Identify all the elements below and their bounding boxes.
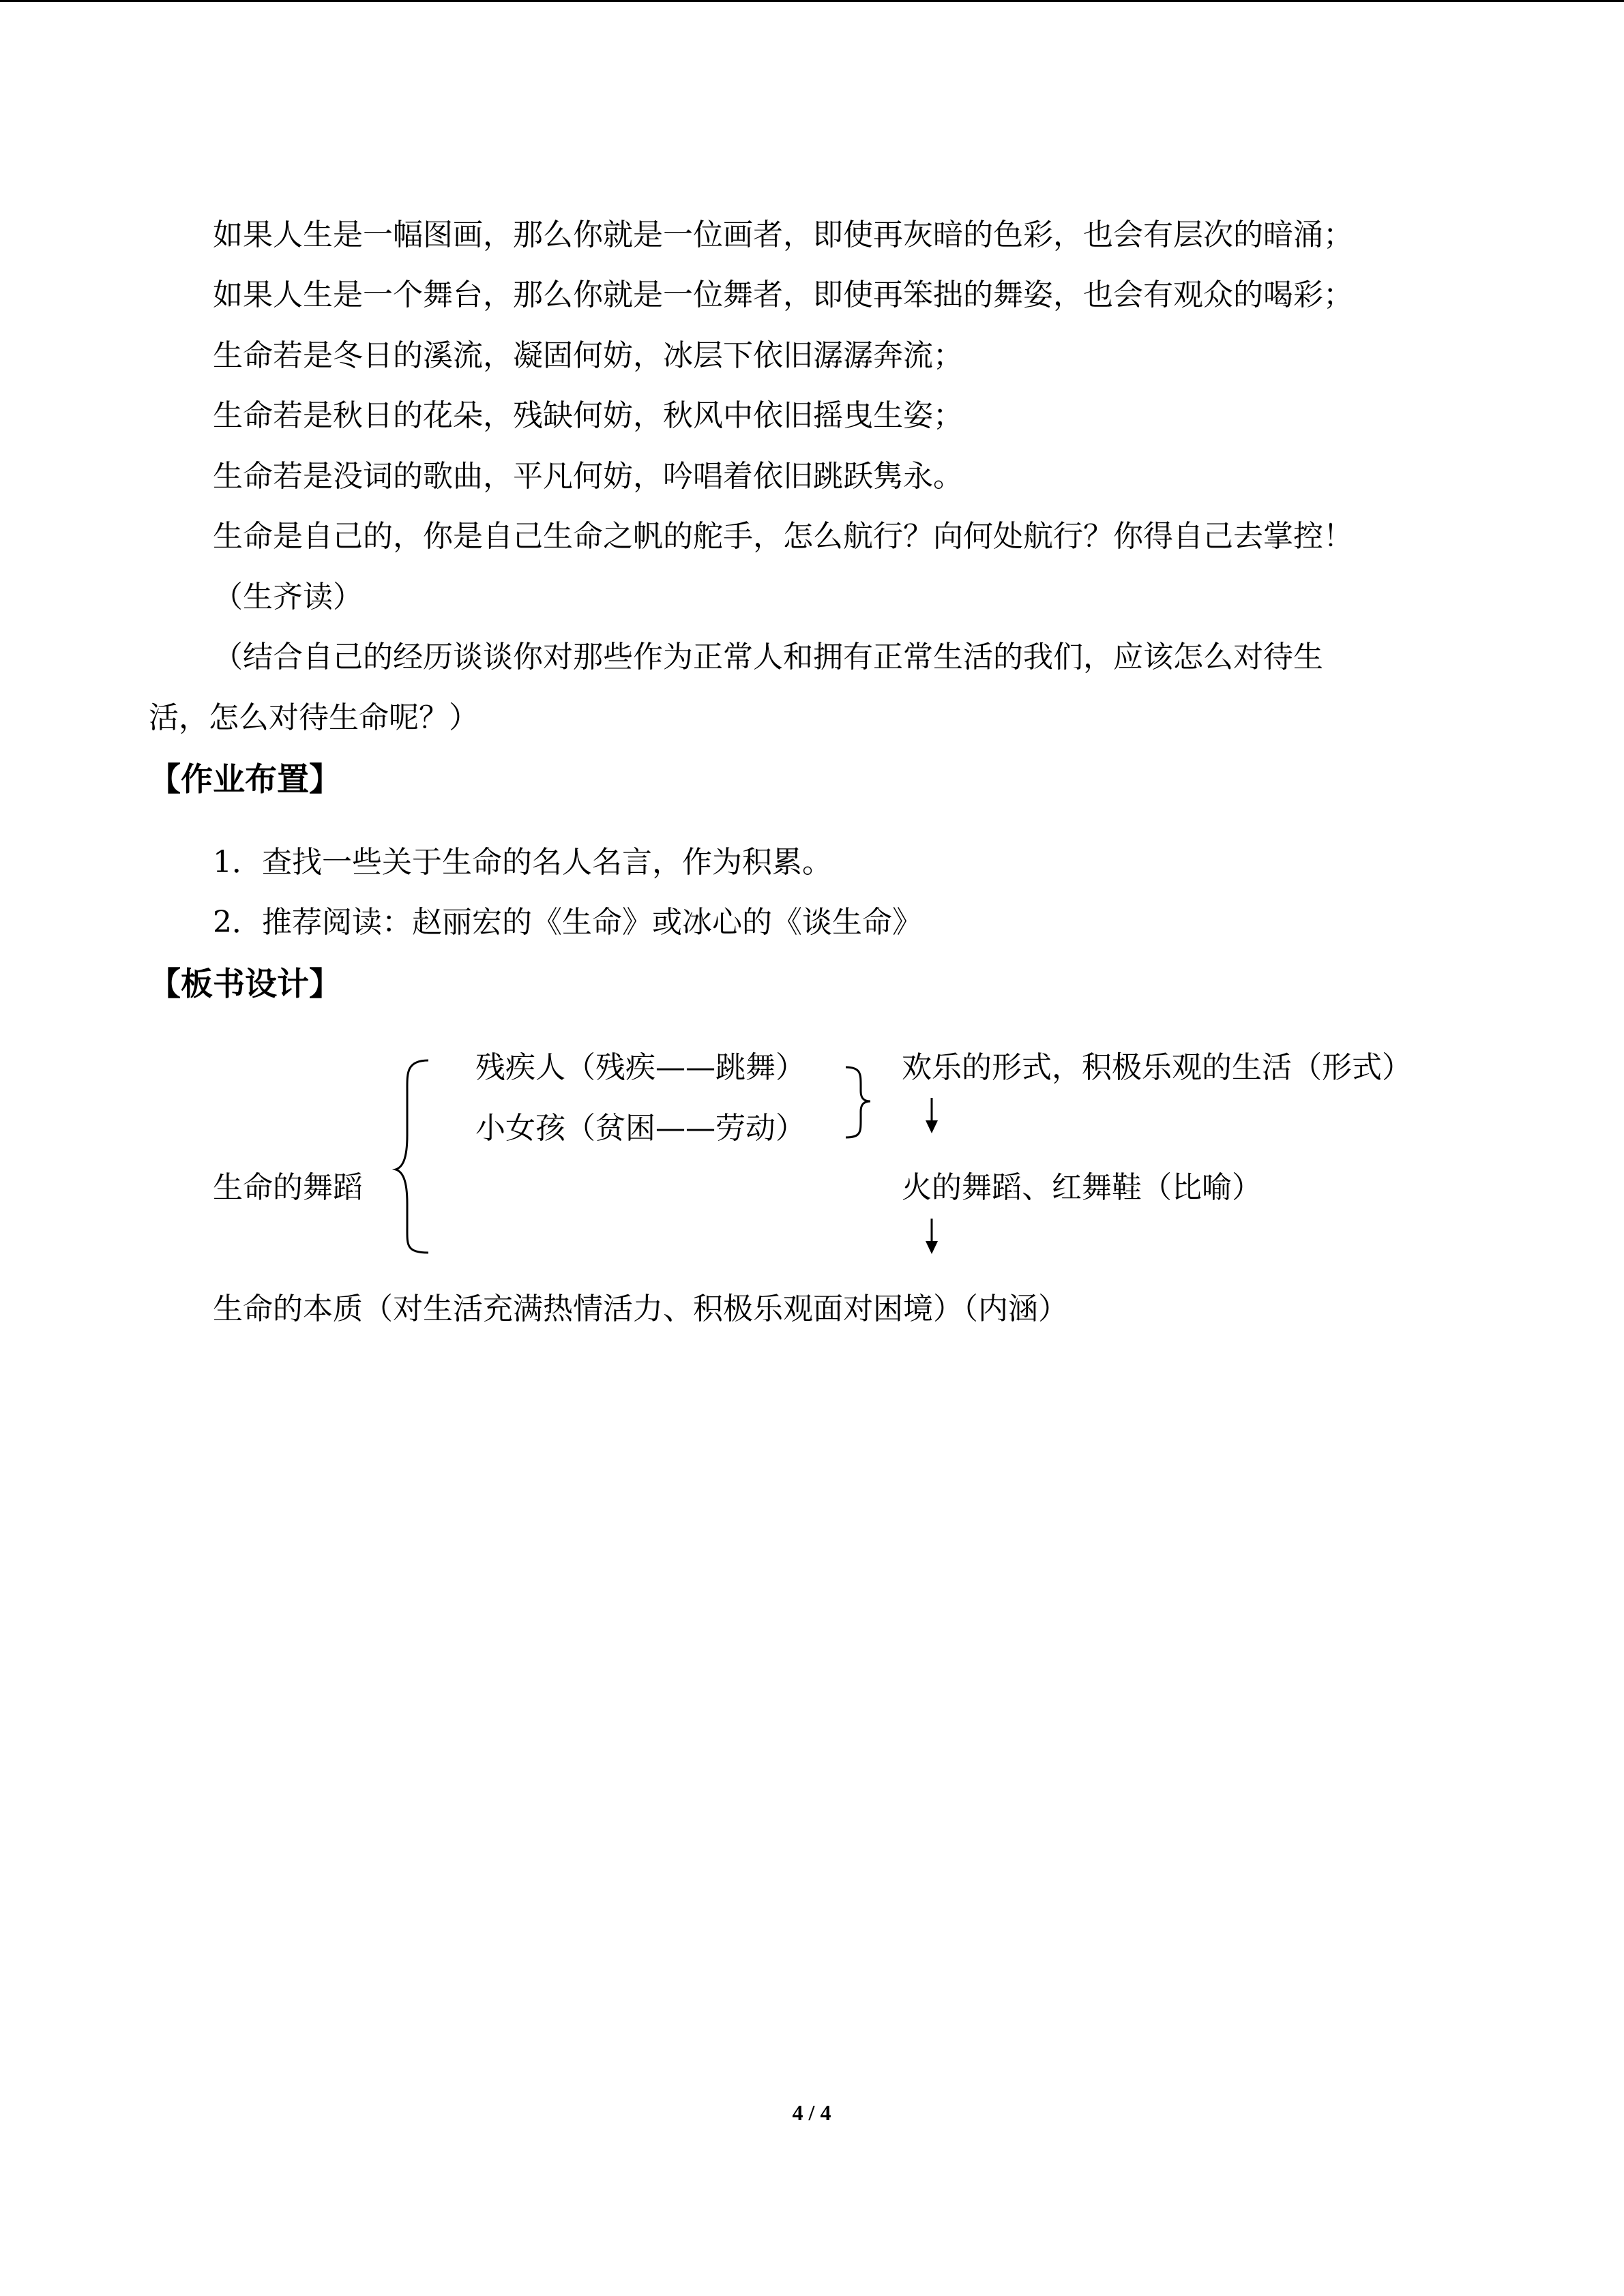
homework-item-2: 2．推荐阅读：赵丽宏的《生命》或冰心的《谈生命》 xyxy=(213,905,922,940)
paragraph-helmsman: 生命是自己的，你是自己生命之帆的舵手，怎么航行？向何处航行？你得自己去掌控！ xyxy=(213,519,1353,554)
homework-heading: 【作业布置】 xyxy=(149,761,341,799)
left-brace xyxy=(396,1060,428,1253)
top-rule xyxy=(0,0,1624,2)
paragraph-winter-stream: 生命若是冬日的溪流，凝固何妨，冰层下依旧潺潺奔流； xyxy=(213,338,963,373)
page-number: 4 / 4 xyxy=(792,2100,831,2125)
board-essence: 生命的本质（对生活充满热情活力、积极乐观面对困境）（内涵） xyxy=(213,1292,1068,1326)
homework-item-1: 1．查找一些关于生命的名人名言，作为积累。 xyxy=(213,845,832,880)
board-heading: 【板书设计】 xyxy=(149,966,341,1003)
paragraph-song: 生命若是没词的歌曲，平凡何妨，吟唱着依旧跳跃隽永。 xyxy=(213,459,963,494)
paragraph-autumn-flower: 生命若是秋日的花朵，残缺何妨，秋风中依旧摇曳生姿； xyxy=(213,398,963,433)
board-branch-girl: 小女孩（贫困——劳动） xyxy=(475,1111,806,1146)
paragraph-dancer: 如果人生是一个舞台，那么你就是一位舞者，即使再笨拙的舞姿，也会有观众的喝彩； xyxy=(213,278,1353,312)
board-branch-disabled: 残疾人（残疾——跳舞） xyxy=(475,1050,806,1085)
board-root: 生命的舞蹈 xyxy=(213,1170,363,1205)
paragraph-read-together: （生齐读） xyxy=(213,580,363,614)
right-brace xyxy=(846,1067,870,1137)
paragraph-painter: 如果人生是一幅图画，那么你就是一位画者，即使再灰暗的色彩，也会有层次的暗涌； xyxy=(213,218,1353,252)
paragraph-discussion-line1: （结合自己的经历谈谈你对那些作为正常人和拥有正常生活的我们，应该怎么对待生 xyxy=(213,640,1323,674)
paragraph-discussion-line2: 活，怎么对待生命呢？） xyxy=(149,700,479,735)
board-metaphor-text: 火的舞蹈、红舞鞋（比喻） xyxy=(902,1170,1262,1205)
board-form-text: 欢乐的形式，积极乐观的生活（形式） xyxy=(902,1050,1412,1085)
